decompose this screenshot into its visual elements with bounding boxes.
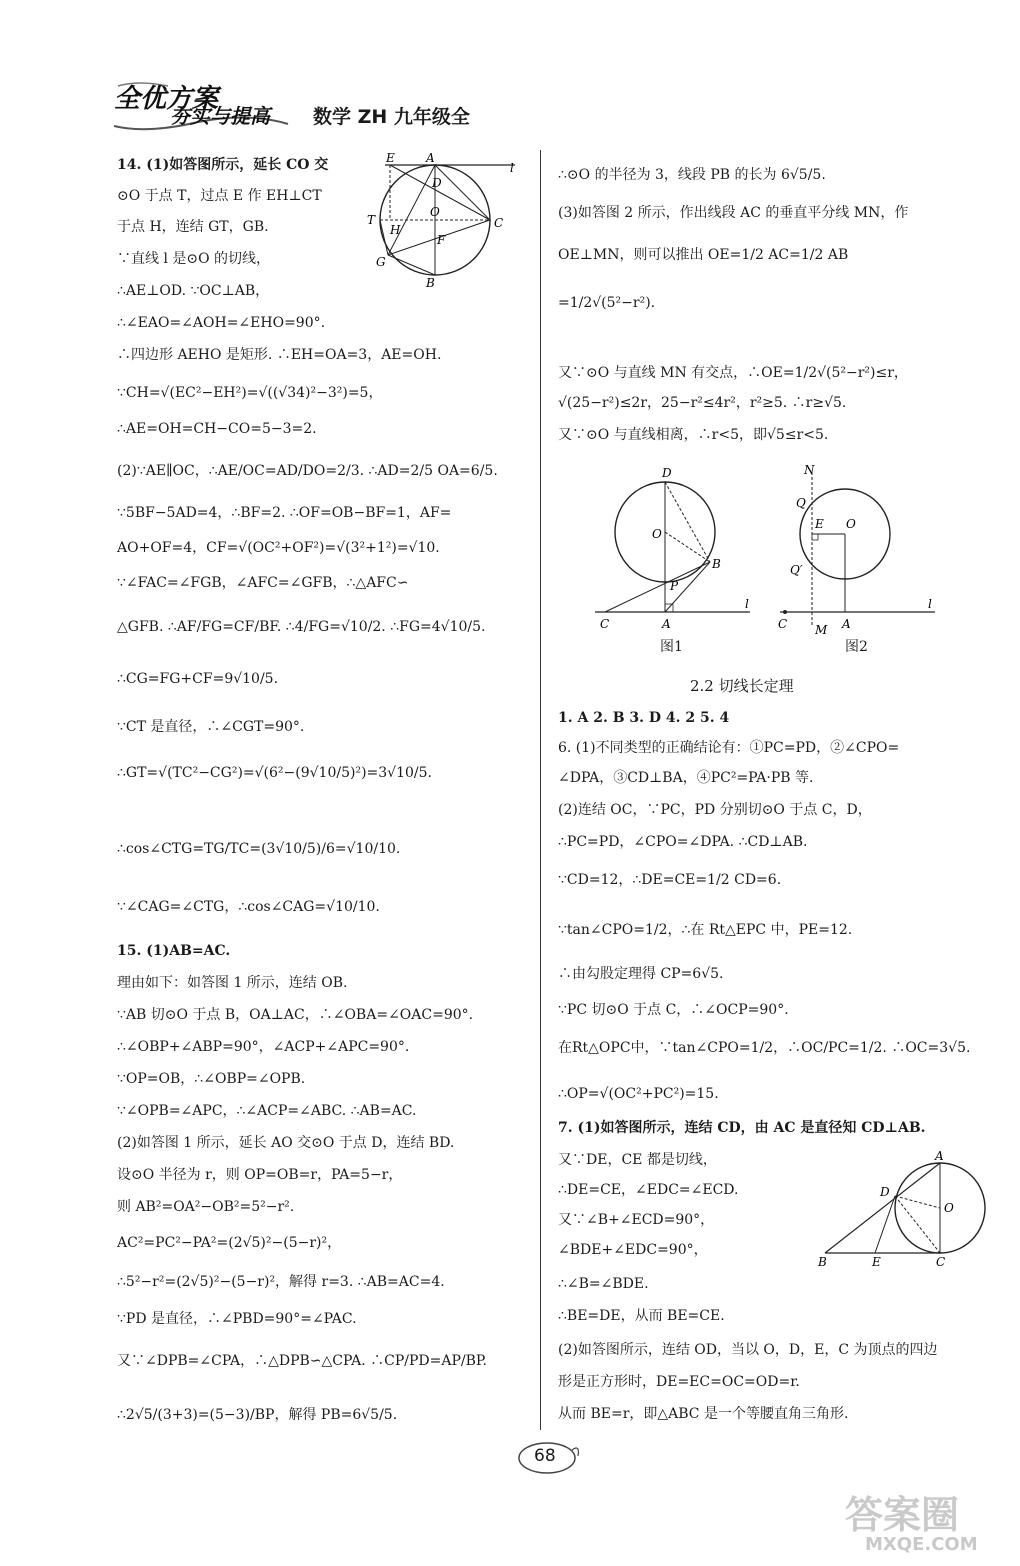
logo-line1: 全优方案 <box>114 84 219 114</box>
text-line: ∠DPA，③CD⊥BA，④PC²=PA·PB 等. <box>558 770 814 786</box>
text-line: ⊙O 于点 T，过点 E 作 EH⊥CT <box>117 188 322 204</box>
svg-text:N: N <box>804 463 815 477</box>
text-line: ∵5BF−5AD=4，∴BF=2. ∴OF=OB−BF=1，AF= <box>117 505 452 521</box>
text-line: ∴BE=DE，从而 BE=CE. <box>558 1308 725 1324</box>
q7-figure <box>810 1148 990 1268</box>
text-line: AO+OF=4，CF=√(OC²+OF²)=√(3²+1²)=√10. <box>117 540 440 556</box>
text-line: ∴AE⊥OD. ∵OC⊥AB， <box>117 283 270 299</box>
svg-text:C: C <box>494 216 504 230</box>
text-line: 理由如下：如答图 1 所示，连结 OB. <box>117 975 348 991</box>
text-line: 6. (1)不同类型的正确结论有：①PC=PD，②∠CPO= <box>558 740 900 756</box>
svg-text:O: O <box>652 527 662 541</box>
svg-text:G: G <box>376 255 386 269</box>
text-line: (2)连结 OC，∵PC，PD 分别切⊙O 于点 C，D， <box>558 802 872 818</box>
svg-text:E: E <box>872 1255 881 1268</box>
text-line: ∵CH=√(EC²−EH²)=√((√34)²−3²)=5， <box>117 385 383 401</box>
text-line: 15. (1)AB=AC. <box>117 943 231 959</box>
text-line: ∵CT 是直径，∴∠CGT=90°. <box>117 719 305 735</box>
text-line: =1/2√(5²−r²). <box>558 295 656 311</box>
q15-figures <box>590 462 970 662</box>
text-line: ∴由勾股定理得 CP=6√5. <box>558 966 724 982</box>
svg-text:F: F <box>437 233 446 247</box>
text-line: 则 AB²=OA²−OB²=5²−r². <box>117 1199 295 1215</box>
text-line: 形是正方形时，DE=EC=OC=OD=r. <box>558 1374 800 1390</box>
subject-title: 数学 ZH 九年级全 <box>313 106 470 128</box>
q14-figure <box>360 150 520 290</box>
figure2-caption: 图2 <box>845 639 868 655</box>
text-line: 1. A 2. B 3. D 4. 2 5. 4 <box>558 710 730 726</box>
text-line: ∵∠CAG=∠CTG，∴cos∠CAG=√10/10. <box>117 899 380 915</box>
watermark-logo <box>835 1480 1010 1560</box>
text-line: ∴5²−r²=(2√5)²−(5−r)²，解得 r=3. ∴AB=AC=4. <box>117 1274 445 1290</box>
text-line: ∵直线 l 是⊙O 的切线， <box>117 251 271 267</box>
text-line: (3)如答图 2 所示，作出线段 AC 的垂直平分线 MN，作 <box>558 205 909 221</box>
svg-text:O: O <box>430 205 440 219</box>
svg-text:l: l <box>510 161 514 175</box>
svg-text:M: M <box>815 623 828 637</box>
svg-text:E: E <box>815 517 824 531</box>
text-line: ∴2√5/(3+3)=(5−3)/BP，解得 PB=6√5/5. <box>117 1407 398 1423</box>
svg-text:B: B <box>712 557 721 571</box>
page-header <box>108 78 528 134</box>
svg-text:A: A <box>426 151 435 165</box>
svg-text:T: T <box>367 213 376 227</box>
text-line: ∴⊙O 的半径为 3，线段 PB 的长为 6√5/5. <box>558 167 826 183</box>
book-logo <box>108 78 293 134</box>
column-divider <box>540 150 541 1430</box>
svg-text:l: l <box>745 597 749 611</box>
text-line: 14. (1)如答图所示，延长 CO 交 <box>117 157 329 173</box>
text-line: ∴CG=FG+CF=9√10/5. <box>117 671 279 687</box>
text-line: ∴OP=√(OC²+PC²)=15. <box>558 1086 719 1102</box>
text-line: ∵CD=12，∴DE=CE=1/2 CD=6. <box>558 872 782 888</box>
text-line: 又∵⊙O 与直线 MN 有交点，∴OE=1/2√(5²−r²)≤r， <box>558 365 908 381</box>
text-line: ∴cos∠CTG=TG/TC=(3√10/5)/6=√10/10. <box>117 841 401 857</box>
section-title: 2.2 切线长定理 <box>690 677 794 695</box>
svg-text:P: P <box>670 579 679 593</box>
text-line: ∴四边形 AEHO 是矩形. ∴EH=OA=3，AE=OH. <box>117 347 442 363</box>
text-line: 从而 BE=r，即△ABC 是一个等腰直角三角形. <box>558 1406 849 1422</box>
text-line: 于点 H，连结 GT，GB. <box>117 219 269 235</box>
text-line: ∵PC 切⊙O 于点 C，∴∠OCP=90°. <box>558 1002 789 1018</box>
text-line: △GFB. ∴AF/FG=CF/BF. ∴4/FG=√10/2. ∴FG=4√10/5. <box>117 619 486 635</box>
svg-text:C: C <box>778 617 788 631</box>
text-line: AC²=PC²−PA²=(2√5)²−(5−r)²， <box>117 1235 342 1251</box>
figure1-caption: 图1 <box>660 639 683 655</box>
text-line: ∵PD 是直径，∴∠PBD=90°=∠PAC. <box>117 1311 357 1327</box>
svg-text:O: O <box>944 1201 954 1215</box>
page-number-text: 68 <box>534 1446 556 1466</box>
text-line: ∴PC=PD，∠CPO=∠DPA. ∴CD⊥AB. <box>558 834 808 850</box>
text-line: ∵∠OPB=∠APC，∴∠ACP=∠ABC. ∴AB=AC. <box>117 1103 417 1119</box>
text-line: ∴GT=√(TC²−CG²)=√(6²−(9√10/5)²)=3√10/5. <box>117 765 432 781</box>
text-line: ∵OP=OB，∴∠OBP=∠OPB. <box>117 1071 306 1087</box>
svg-text:D: D <box>880 1185 890 1199</box>
svg-text:O: O <box>846 517 856 531</box>
svg-text:Q′: Q′ <box>790 563 803 577</box>
text-line: OE⊥MN，则可以推出 OE=1/2 AC=1/2 AB <box>558 247 849 263</box>
text-line: (2)如答图所示，连结 OD，当以 O，D，E，C 为顶点的四边 <box>558 1342 938 1358</box>
text-line: (2)如答图 1 所示，延长 AO 交⊙O 于点 D，连结 BD. <box>117 1135 455 1151</box>
text-line: ∵tan∠CPO=1/2，∴在 Rt△EPC 中，PE=12. <box>558 922 853 938</box>
svg-text:A: A <box>662 617 671 631</box>
text-line: 又∵DE，CE 都是切线， <box>558 1152 717 1168</box>
svg-text:l: l <box>928 597 932 611</box>
svg-text:A: A <box>935 1149 944 1163</box>
text-line: ∵∠FAC=∠FGB，∠AFC=∠GFB，∴△AFC∽ <box>117 575 409 591</box>
svg-text:A: A <box>842 617 851 631</box>
text-line: ∴∠OBP+∠ABP=90°，∠ACP+∠APC=90°. <box>117 1039 410 1055</box>
text-line: 7. (1)如答图所示，连结 CD，由 AC 是直径知 CD⊥AB. <box>558 1120 926 1136</box>
text-line: ∴AE=OH=CH−CO=5−3=2. <box>117 421 317 437</box>
watermark-line1: 答案圈 <box>845 1493 960 1537</box>
text-line: 又∵∠DPB=∠CPA，∴△DPB∽△CPA. ∴CP/PD=AP/BP. <box>117 1353 487 1369</box>
text-line: ∠BDE+∠EDC=90°， <box>558 1242 708 1258</box>
text-line: ∵AB 切⊙O 于点 B，OA⊥AC，∴∠OBA=∠OAC=90°. <box>117 1007 474 1023</box>
svg-text:C: C <box>600 617 610 631</box>
text-line: 在Rt△OPC中，∵tan∠CPO=1/2，∴OC/PC=1/2. ∴OC=3√5. <box>558 1040 971 1056</box>
watermark-line2: MXQE.COM <box>865 1534 978 1555</box>
text-line: 又∵⊙O 与直线相离，∴r<5，即√5≤r<5. <box>558 427 829 443</box>
svg-text:B: B <box>818 1255 827 1268</box>
text-line: ∴∠B=∠BDE. <box>558 1276 649 1292</box>
svg-text:E: E <box>386 151 395 165</box>
text-line: ∴DE=CE，∠EDC=∠ECD. <box>558 1182 739 1198</box>
text-line: √(25−r²)≤2r，25−r²≤4r²，r²≥5. ∴r≥√5. <box>558 395 847 411</box>
svg-text:C: C <box>936 1255 946 1268</box>
text-line: ∴∠EAO=∠AOH=∠EHO=90°. <box>117 315 326 331</box>
svg-text:Q: Q <box>796 496 806 510</box>
logo-line2: 夯实与提高 <box>170 104 270 128</box>
svg-text:B: B <box>426 276 435 290</box>
svg-text:D: D <box>432 176 442 190</box>
svg-text:D: D <box>662 466 672 480</box>
svg-text:H: H <box>390 223 401 237</box>
text-line: 设⊙O 半径为 r，则 OP=OB=r，PA=5−r， <box>117 1167 403 1183</box>
page-number <box>512 1440 582 1476</box>
text-line: (2)∵AE∥OC，∴AE/OC=AD/DO=2/3. ∴AD=2/5 OA=6/5. <box>117 463 498 479</box>
text-line: 又∵∠B+∠ECD=90°， <box>558 1212 715 1228</box>
